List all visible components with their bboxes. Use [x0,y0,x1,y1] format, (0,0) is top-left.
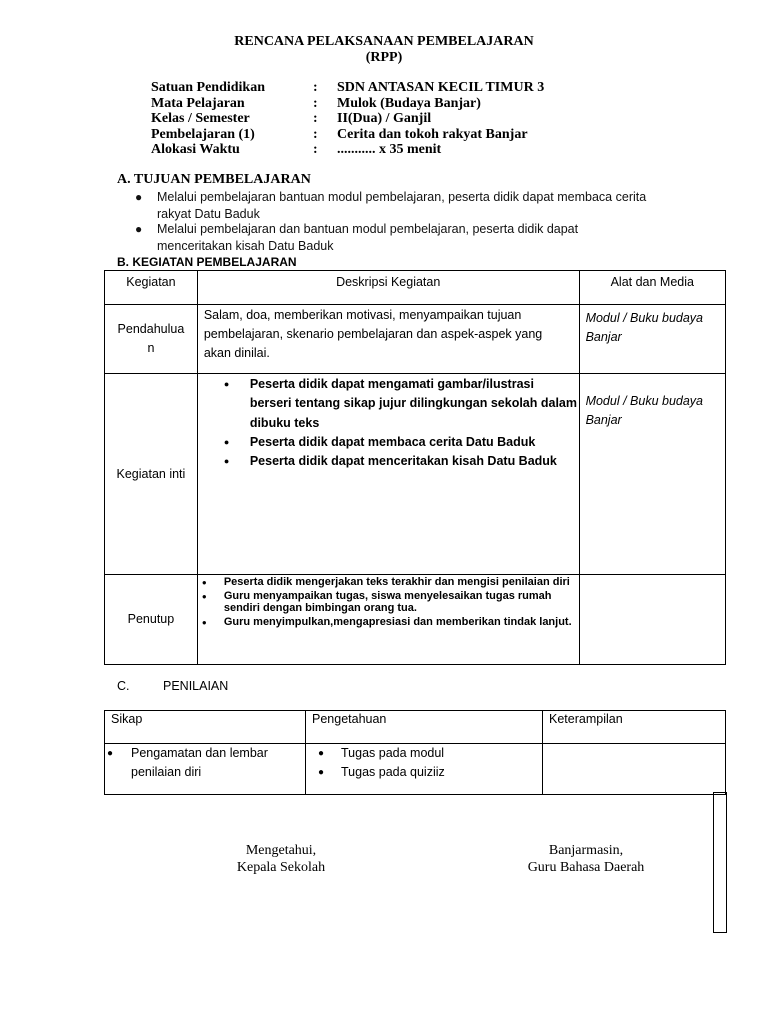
pengetahuan-list [318,744,542,782]
media-cell [579,575,725,665]
list-item: ● Peserta didik dapat menceritakan kisah Datu Baduk [250,452,579,471]
section-c-letter: C. [117,679,130,693]
identity-key: Pembelajaran (1) [151,127,255,142]
column-header: Alat dan Media [579,271,725,305]
tujuan-item [135,221,579,255]
tujuan-item-line: menceritakan kisah Datu Baduk [157,239,334,253]
bullet-icon: ● [135,222,143,236]
kegiatan-table [104,270,726,665]
identity-value: ........... x 35 menit [337,142,442,157]
section-b-heading: B. KEGIATAN PEMBELAJARAN [117,255,297,269]
list-item: ● Guru menyampaikan tugas, siswa menyelesaikan tugas rumah sendiri dengan bimbingan orang tua. [224,590,579,615]
identity-colon: : [313,142,318,157]
table-row-inti [105,374,726,575]
deskripsi-cell [197,575,579,665]
column-header: Kegiatan [105,271,198,305]
document-title: RENCANA PELAKSANAAN PEMBELAJARAN [234,34,534,49]
list-item [107,744,305,782]
section-c-heading [117,679,229,693]
table-row-penutup [105,575,726,665]
sikap-line: penilaian diri [131,765,202,779]
signature-left [196,842,366,876]
list-item: ● Peserta didik mengerjakan teks terakhir dan mengisi penilaian diri [224,576,579,589]
pengetahuan-cell [306,744,543,795]
bullet-icon: ● [135,190,143,204]
column-header: Keterampilan [543,711,726,744]
bullet-icon: ● [107,748,114,759]
table-row-pendahuluan [105,305,726,374]
deskripsi-cell [197,374,579,575]
identity-colon: : [313,80,318,95]
column-header: Pengetahuan [306,711,543,744]
identity-key: Satuan Pendidikan [151,80,265,95]
table-header-row [105,271,726,305]
signature-line: Mengetahui, [245,843,317,858]
pengetahuan-text: Tugas pada quiziiz [341,765,445,779]
pengetahuan-text: Tugas pada modul [341,746,445,760]
deskripsi-cell [197,305,579,374]
column-header: Sikap [105,711,306,744]
sikap-line: Pengamatan dan lembar [131,746,268,760]
penutup-list [198,576,579,628]
identity-colon: : [313,111,318,126]
identity-key: Alokasi Waktu [151,142,240,157]
media-cell [579,305,725,374]
list-item: ● Peserta didik dapat membaca cerita Datu Baduk [250,433,579,452]
table-row [105,744,726,795]
bullet-icon: ● [318,767,325,778]
table-header-row [105,711,726,744]
document-subtitle: (RPP) [365,50,403,65]
keterampilan-cell [543,744,726,795]
list-item [318,763,542,782]
media-line: Modul / Buku budaya [585,394,704,408]
bullet-icon: ● [318,748,325,759]
signature-line: Guru Bahasa Daerah [527,860,645,875]
identity-value: II(Dua) / Ganjil [337,111,432,126]
media-line: Banjar [585,330,622,344]
tujuan-item [135,189,647,223]
tujuan-item-line: rakyat Datu Baduk [157,207,260,221]
column-header: Deskripsi Kegiatan [197,271,579,305]
kegiatan-label: n [147,341,155,355]
list-item [318,744,542,763]
kegiatan-cell: Kegiatan inti [105,374,198,575]
signature-line: Banjarmasin, [548,843,624,858]
section-c-label: PENILAIAN [163,679,229,693]
inti-list [198,375,579,471]
section-a-heading: A. TUJUAN PEMBELAJARAN [117,172,311,187]
identity-colon: : [313,127,318,142]
signature-line: Kepala Sekolah [236,860,326,875]
tujuan-item-line: Melalui pembelajaran dan bantuan modul pembelajaran, peserta didik dapat [157,222,579,236]
list-item: ● Peserta didik dapat mengamati gambar/ilustrasi berseri tentang sikap jujur dilingkungan sekolah dalam dibuku teks [250,375,579,433]
deskripsi-line: akan dinilai. [203,346,270,360]
media-line: Modul / Buku budaya [585,311,704,325]
identity-colon: : [313,96,318,111]
media-line: Banjar [585,413,622,427]
identity-value: Cerita dan tokoh rakyat Banjar [337,127,528,142]
identity-key: Mata Pelajaran [151,96,245,111]
deskripsi-line: Salam, doa, memberikan motivasi, menyampaikan tujuan [203,308,522,322]
identity-value: Mulok (Budaya Banjar) [337,96,481,111]
margin-box [713,792,727,933]
media-cell [579,374,725,575]
identity-key: Kelas / Semester [151,111,250,126]
penilaian-table [104,710,726,795]
list-item: ● Guru menyimpulkan,mengapresiasi dan memberikan tindak lanjut. [224,616,579,629]
signature-right [500,842,672,876]
identity-value: SDN ANTASAN KECIL TIMUR 3 [337,80,545,95]
tujuan-item-line: Melalui pembelajaran bantuan modul pembelajaran, peserta didik dapat membaca cerita [157,190,647,204]
sikap-cell [105,744,306,795]
kegiatan-cell: Penutup [105,575,198,665]
deskripsi-line: pembelajaran, skenario pembelajaran dan aspek-aspek yang [203,327,543,341]
kegiatan-cell [105,305,198,374]
kegiatan-label: Pendahulua [117,322,185,336]
